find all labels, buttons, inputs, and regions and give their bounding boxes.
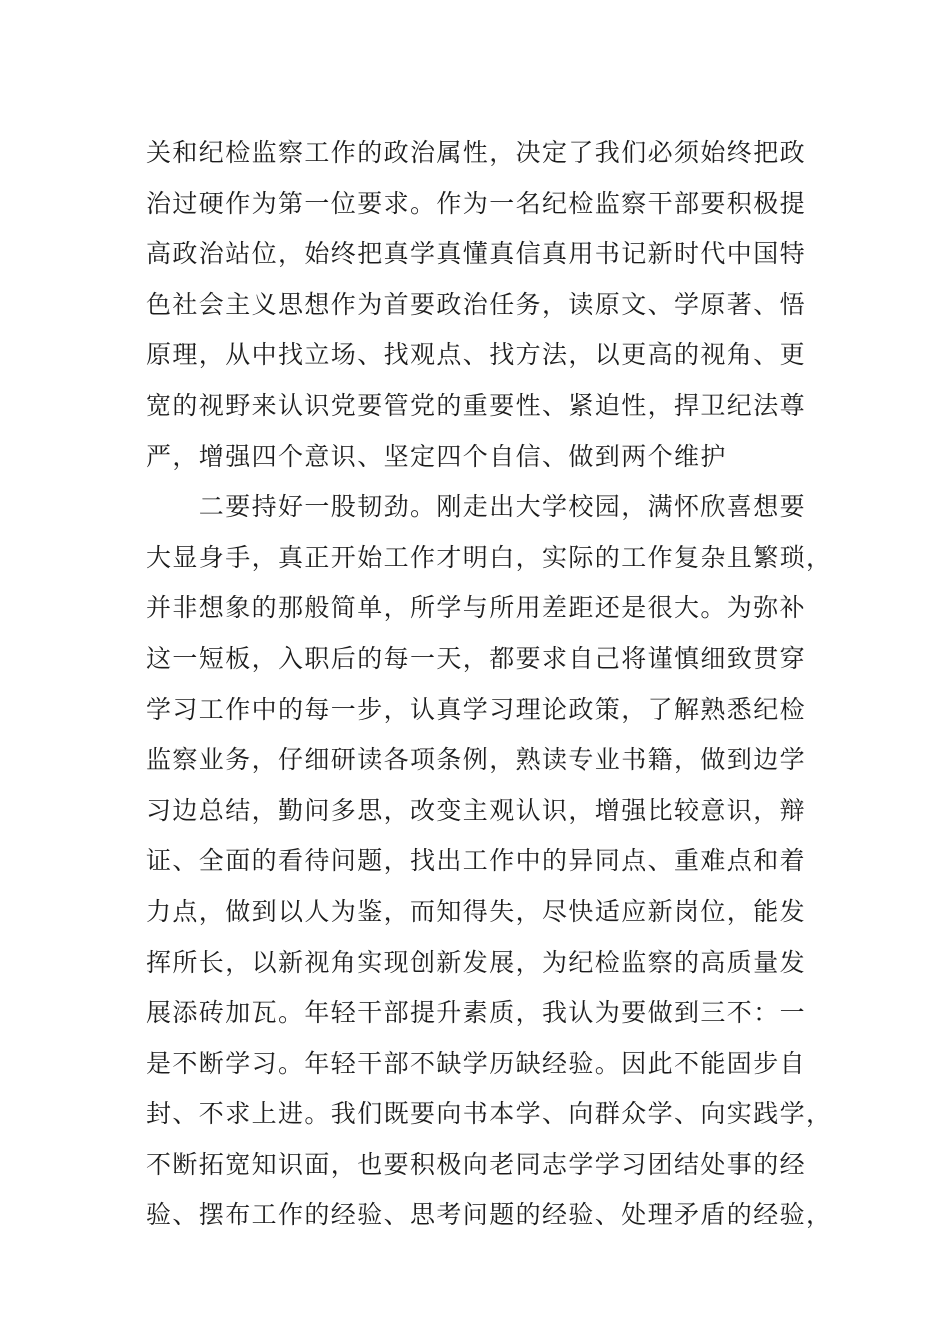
text-line: 这一短板，入职后的每一天，都要求自己将谨慎细致贯穿 (146, 643, 807, 673)
text-line: 宽的视野来认识党要管党的重要性、紧迫性，捍卫纪法尊 (146, 390, 807, 420)
text-line: 学习工作中的每一步，认真学习理论政策，了解熟悉纪检 (146, 694, 807, 724)
text-line: 挥所长，以新视角实现创新发展，为纪检监察的高质量发 (146, 947, 807, 977)
text-line: 严，增强四个意识、坚定四个自信、做到两个维护 (146, 441, 727, 471)
paragraph-start-line: 二要持好一股韧劲。刚走出大学校园，满怀欣喜想要 (146, 492, 807, 522)
text-line: 是不断学习。年轻干部不缺学历缺经验。因此不能固步自 (146, 1048, 807, 1078)
text-line: 封、不求上进。我们既要向书本学、向群众学、向实践学， (146, 1099, 833, 1129)
text-line: 力点，做到以人为鉴，而知得失，尽快适应新岗位，能发 (146, 896, 807, 926)
text-line: 关和纪检监察工作的政治属性，决定了我们必须始终把政 (146, 138, 807, 167)
text-line: 大显身手，真正开始工作才明白，实际的工作复杂且繁琐， (146, 542, 833, 572)
text-line: 习边总结，勤问多思，改变主观认识，增强比较意识，辩 (146, 795, 807, 825)
text-line: 治过硬作为第一位要求。作为一名纪检监察干部要积极提 (146, 188, 807, 218)
text-line: 证、全面的看待问题，找出工作中的异同点、重难点和着 (146, 846, 807, 876)
text-line: 监察业务，仔细研读各项条例，熟读专业书籍，做到边学 (146, 745, 807, 775)
text-line: 并非想象的那般简单，所学与所用差距还是很大。为弥补 (146, 593, 807, 623)
text-line: 高政治站位，始终把真学真懂真信真用书记新时代中国特 (146, 239, 807, 269)
text-line: 展添砖加瓦。年轻干部提升素质，我认为要做到三不：一 (146, 998, 807, 1028)
text-line: 验、摆布工作的经验、思考问题的经验、处理矛盾的经验， (146, 1200, 833, 1230)
body-text (146, 128, 833, 1241)
text-line: 原理，从中找立场、找观点、找方法，以更高的视角、更 (146, 340, 807, 370)
text-line: 色社会主义思想作为首要政治任务，读原文、学原著、悟 (146, 289, 807, 319)
text-line: 不断拓宽知识面，也要积极向老同志学学习团结处事的经 (146, 1149, 807, 1179)
